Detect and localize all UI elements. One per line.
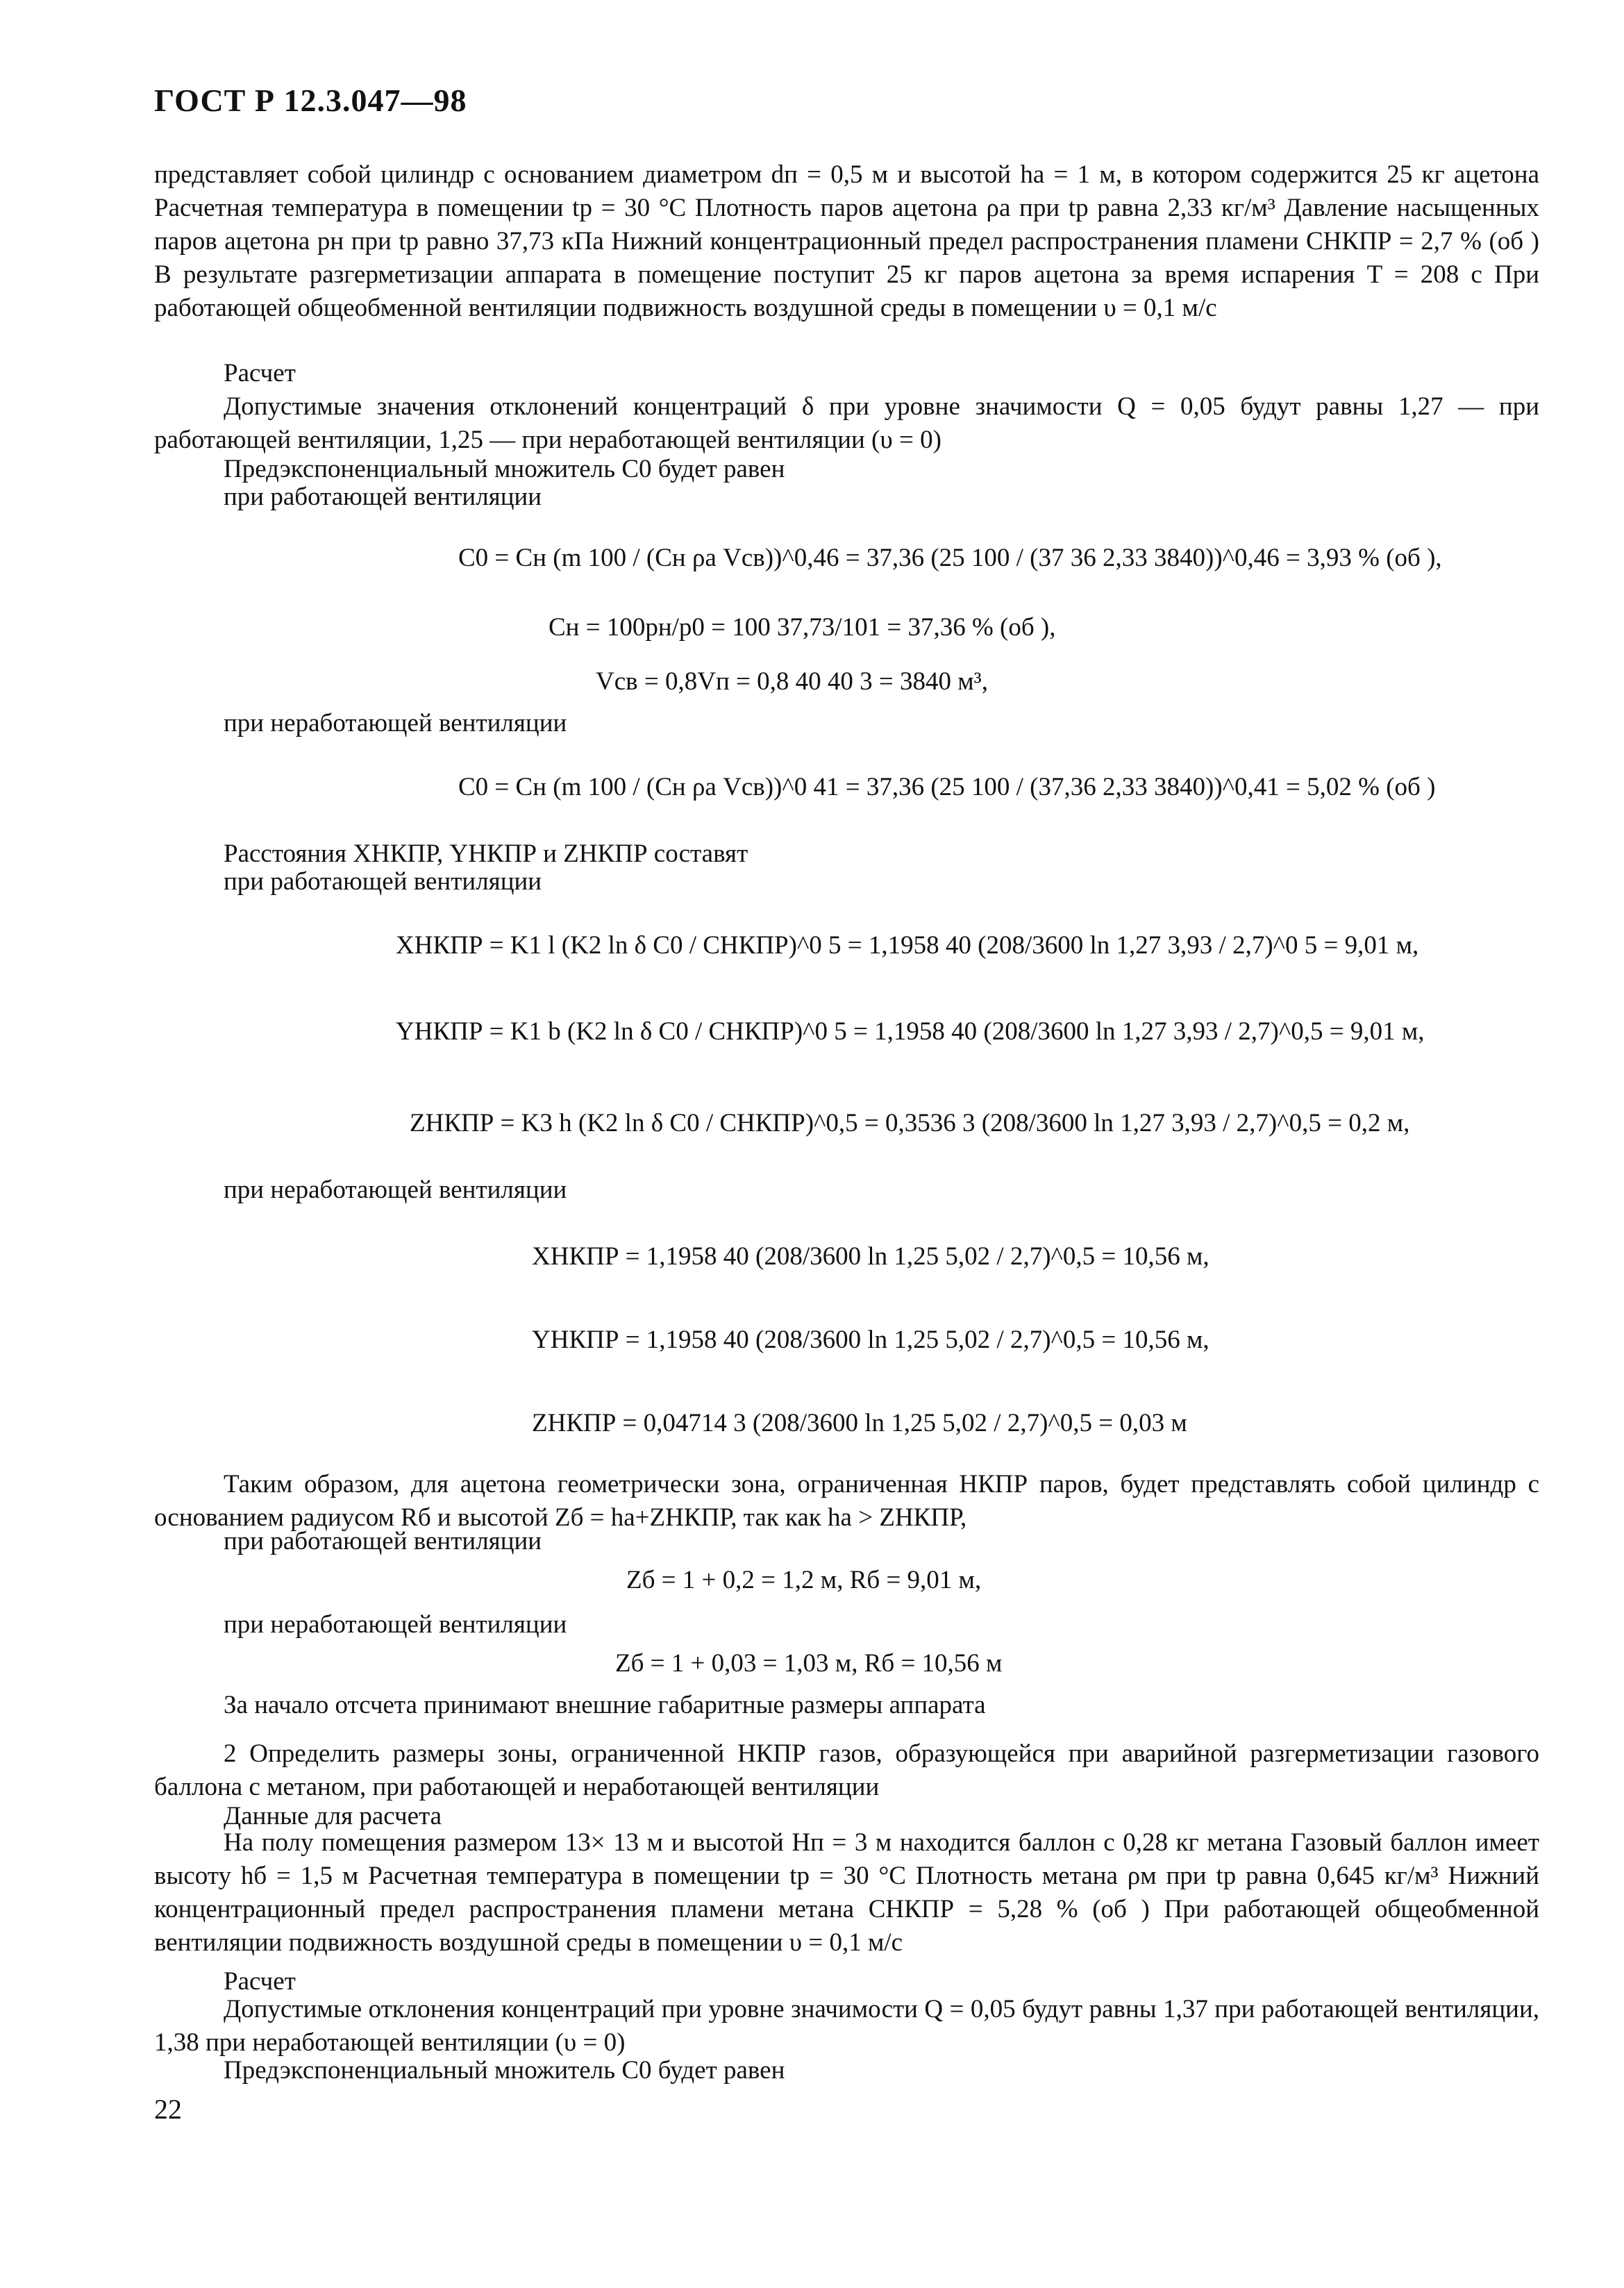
origin-paragraph: За начало отсчета принимают внешние габаритные размеры аппарата	[224, 1691, 986, 1719]
methane-deviation-paragraph: Допустимые отклонения концентраций при уровне значимости Q = 0,05 будут равны 1,37 при работающей вентиляции, 1,38 при неработающей вентиляции (υ = 0)	[154, 1995, 1539, 2057]
equation-c0-working: C0 = Cн (m 100 / (Cн ρа Vсв))^0,46 = 37,36 (25 100 / (37 36 2,33 3840))^0,46 = 3,93 % (об ),	[458, 544, 1442, 572]
equation-cn: Cн = 100pн/p0 = 100 37,73/101 = 37,36 % (об ),	[549, 613, 1056, 642]
equation-zb-nonworking: Zб = 1 + 0,03 = 1,03 м, Rб = 10,56 м	[615, 1649, 1003, 1678]
label-nonworking-1: при неработающей вентиляции	[224, 709, 567, 737]
equation-vsv: Vсв = 0,8Vп = 0,8 40 40 3 = 3840 м³,	[596, 667, 988, 696]
intro-paragraph: представляет собой цилиндр с основанием диаметром dп = 0,5 м и высотой hа = 1 м, в котором содержится 25 кг ацетона Расчетная температура в помещении tр = 30 °С Плотность паров ацетона ρа при tр равна 2,33 кг/м³ Давление насыщенных паров ацетона pн при tр равно 37,73 кПа Нижний концентрационный предел распространения пламени СНКПР = 2,7 % (об ) В результате разгерметизации аппарата в помещение поступит 25 кг паров ацетона за время испарения T = 208 с При работающей общеобменной вентиляции подвижность воздушной среды в помещении υ = 0,1 м/с	[154, 160, 1539, 322]
distances-paragraph: Расстояния XНКПР, YНКПР и ZНКПР составят	[224, 840, 748, 868]
methane-data-paragraph: На полу помещения размером 13× 13 м и высотой Hп = 3 м находится баллон с 0,28 кг метана Газовый баллон имеет высоту hб = 1,5 м Расчетная температура в помещении tр = 30 °С Плотность метана ρм при tр равна 0,645 кг/м³ Нижний концентрационный предел распространения пламени метана СНКПР = 5,28 % (об ) При работающей общеобменной вентиляции подвижность воздушной среды в помещении υ = 0,1 м/с	[154, 1828, 1539, 1957]
task-2-paragraph: 2 Определить размеры зоны, ограниченной НКПР газов, образующейся при аварийной разгерметизации газового баллона с метаном, при работающей и неработающей вентиляции	[154, 1739, 1539, 1801]
preexp-paragraph-1: Предэкспоненциальный множитель C0 будет равен	[224, 455, 785, 483]
equation-y-working: YНКПР = K1 b (K2 ln δ C0 / CНКПР)^0 5 = 1,1958 40 (208/3600 ln 1,27 3,93 / 2,7)^0,5 = 9,01 м,	[396, 1017, 1425, 1046]
label-nonworking-3: при неработающей вентиляции	[224, 1610, 567, 1639]
equation-x-working: XНКПР = K1 l (K2 ln δ C0 / CНКПР)^0 5 = 1,1958 40 (208/3600 ln 1,27 3,93 / 2,7)^0 5 = 9,01 м,	[396, 931, 1419, 960]
label-working-2: при работающей вентиляции	[224, 867, 542, 896]
preexp-paragraph-2: Предэкспоненциальный множитель C0 будет равен	[224, 2056, 785, 2085]
label-working-3: при работающей вентиляции	[224, 1527, 542, 1555]
equation-z-nonworking: ZНКПР = 0,04714 3 (208/3600 ln 1,25 5,02 / 2,7)^0,5 = 0,03 м	[532, 1409, 1187, 1437]
label-nonworking-2: при неработающей вентиляции	[224, 1176, 567, 1204]
label-working-1: при работающей вентиляции	[224, 483, 542, 511]
document-header: ГОСТ Р 12.3.047—98	[154, 83, 467, 118]
equation-c0-nonworking: C0 = Cн (m 100 / (Cн ρа Vсв))^0 41 = 37,36 (25 100 / (37,36 2,33 3840))^0,41 = 5,02 % (об )	[458, 773, 1436, 801]
equation-zb-working: Zб = 1 + 0,2 = 1,2 м, Rб = 9,01 м,	[626, 1566, 982, 1594]
data-heading: Данные для расчета	[224, 1802, 442, 1830]
equation-y-nonworking: YНКПР = 1,1958 40 (208/3600 ln 1,25 5,02 / 2,7)^0,5 = 10,56 м,	[532, 1326, 1209, 1354]
calc-heading-2: Расчет	[224, 1967, 296, 1996]
page-number: 22	[154, 2094, 182, 2125]
equation-z-working: ZНКПР = K3 h (K2 ln δ C0 / CНКПР)^0,5 = 0,3536 3 (208/3600 ln 1,27 3,93 / 2,7)^0,5 = 0,2 м,	[410, 1109, 1410, 1137]
calc-heading-1: Расчет	[224, 359, 296, 387]
zone-paragraph: Таким образом, для ацетона геометрически зона, ограниченная НКПР паров, будет представлять собой цилиндр с основанием радиусом Rб и высотой Zб = hа+ZНКПР, так как hа > ZНКПР,	[154, 1470, 1539, 1532]
equation-x-nonworking: XНКПР = 1,1958 40 (208/3600 ln 1,25 5,02 / 2,7)^0,5 = 10,56 м,	[532, 1242, 1209, 1271]
deviation-paragraph: Допустимые значения отклонений концентраций δ при уровне значимости Q = 0,05 будут равны 1,27 — при работающей вентиляции, 1,25 — при неработающей вентиляции (υ = 0)	[154, 392, 1539, 454]
